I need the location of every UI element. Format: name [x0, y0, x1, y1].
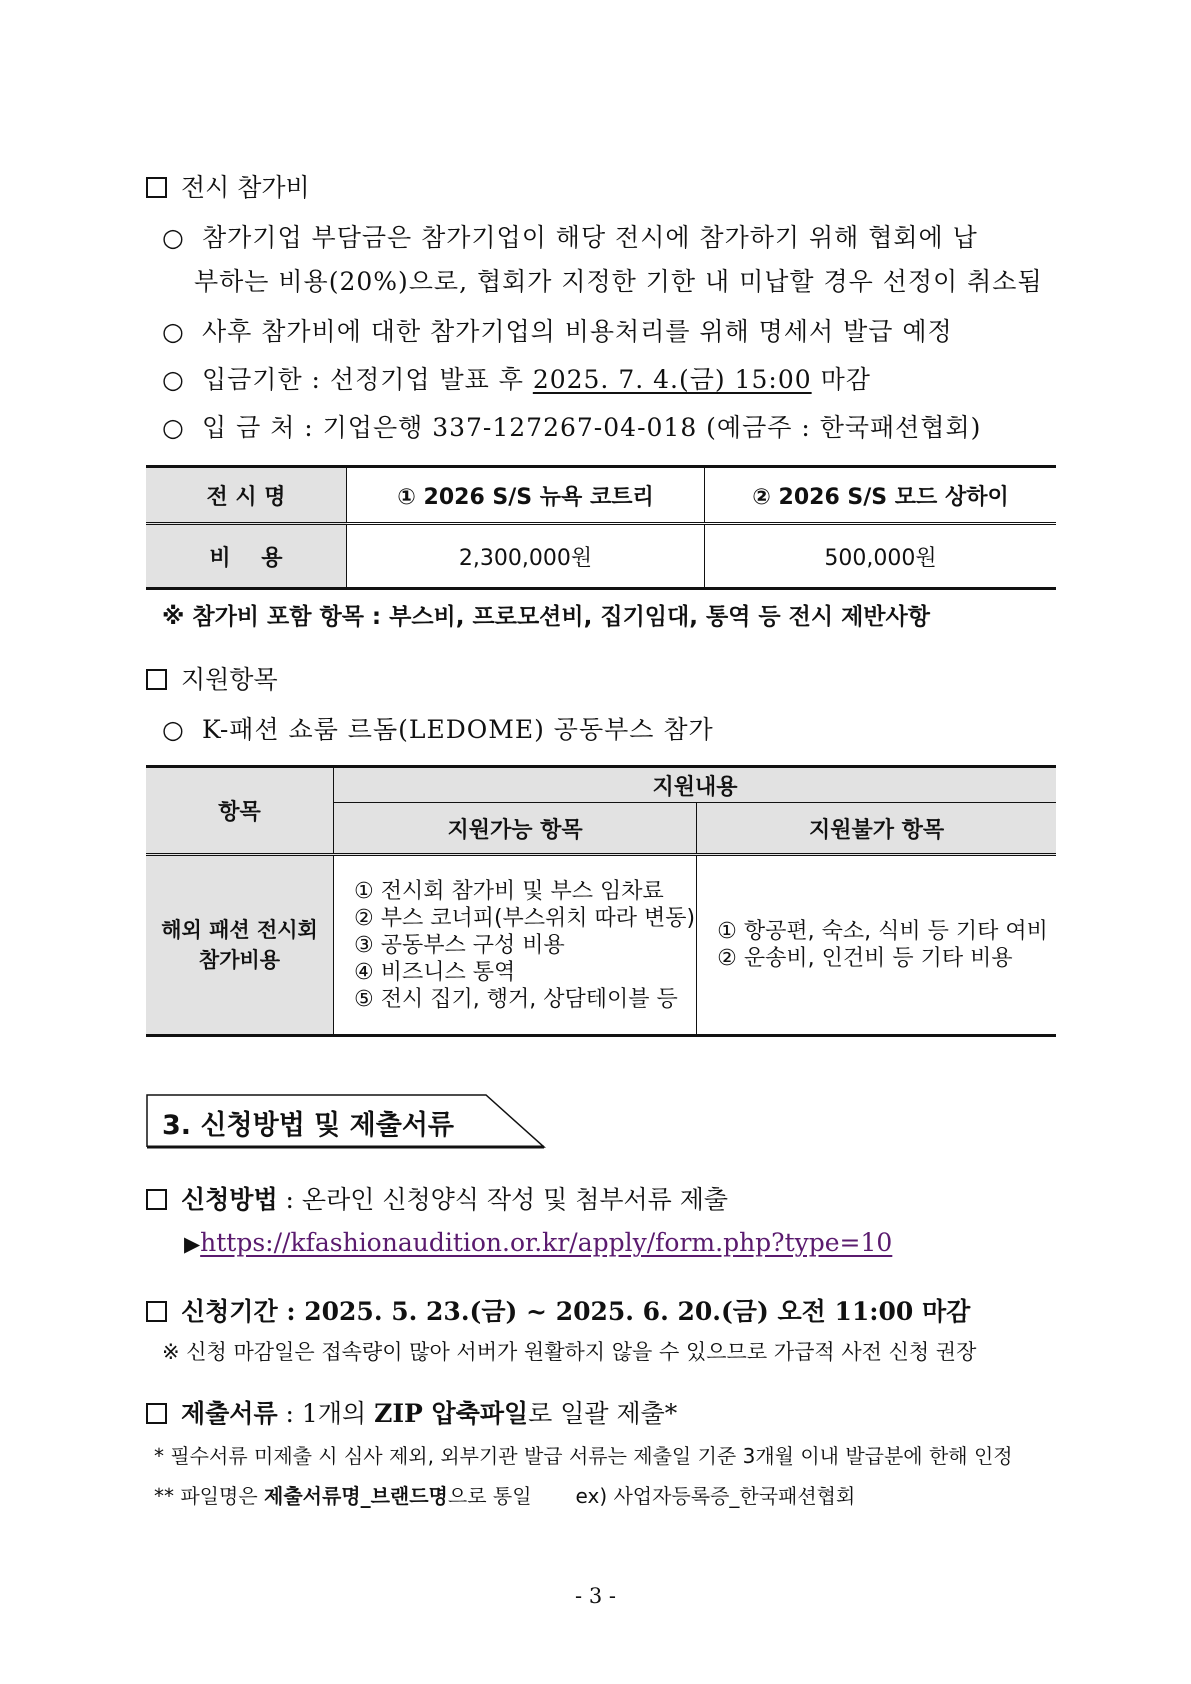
arrow-right-icon: ▶ — [184, 1232, 201, 1256]
bullet-circle-icon: ○ — [162, 715, 185, 744]
submit-docs-note-1: * 필수서류 미제출 시 심사 제외, 외부기관 발급 서류는 제출일 기준 3개월 이내 발급분에 한해 인정 — [154, 1444, 1013, 1468]
fee-bullet-4: ○ 입 금 처 : 기업은행 337-127267-04-018 (예금주 : 한국패션협회) — [162, 413, 982, 442]
list-item: ② 부스 코너피(부스위치 따라 변동) — [354, 905, 696, 931]
submit-docs-note-2: ** 파일명은 제출서류명_브랜드명으로 통일 ex) 사업자등록증_한국패션협회 — [154, 1484, 856, 1508]
fee-bullet-1-cont: 부하는 비용(20%)으로, 협회가 지정한 기한 내 미납할 경우 선정이 취소됨 — [194, 267, 1043, 296]
bullet-circle-icon: ○ — [162, 365, 185, 394]
support-item-cell: 해외 패션 전시회 참가비용 — [146, 855, 334, 1036]
checkbox-square-icon — [146, 1189, 167, 1210]
fee-bullet-3: ○ 입금기한 : 선정기업 발표 후 2025. 7. 4.(금) 15:00 마감 — [162, 365, 871, 394]
fee-table-row — [146, 524, 1056, 589]
apply-method-line: 신청방법 : 온라인 신청양식 작성 및 첨부서류 제출 — [146, 1180, 728, 1216]
support-table-header-item: 항목 — [146, 767, 334, 855]
support-table-header-row — [146, 767, 1056, 803]
support-table — [146, 765, 1056, 1037]
support-impossible-list — [697, 855, 1056, 1036]
checkbox-square-icon — [146, 1301, 167, 1322]
apply-period-line: 신청기간 : 2025. 5. 23.(금) ~ 2025. 6. 20.(금) 오전 11:00 마감 — [146, 1292, 970, 1328]
apply-link-line — [184, 1228, 892, 1257]
section3-title: 3. 신청방법 및 제출서류 — [162, 1110, 454, 1141]
checkbox-square-icon — [146, 177, 167, 198]
fee-table — [146, 465, 1056, 590]
fee-table-header: ① 2026 S/S 뉴욕 코트리 — [347, 467, 705, 524]
fee-table-header-row — [146, 467, 1056, 524]
section-heading-support: 지원항목 — [146, 660, 278, 696]
list-item: ① 항공편, 숙소, 식비 등 기타 여비 — [717, 919, 1048, 944]
section3-title-box — [146, 1093, 546, 1149]
support-table-header-impossible: 지원불가 항목 — [697, 803, 1056, 855]
bullet-circle-icon: ○ — [162, 413, 185, 442]
list-item: ② 운송비, 인건비 등 기타 비용 — [717, 946, 1013, 971]
fee-bullet-1: ○ 참가기업 부담금은 참가기업이 해당 전시에 참가하기 위해 협회에 납 — [162, 223, 978, 252]
list-item: ① 전시회 참가비 및 부스 임차료 — [354, 878, 664, 904]
fee-bullet-2: ○ 사후 참가비에 대한 참가기업의 비용처리를 위해 명세서 발급 예정 — [162, 317, 953, 346]
support-table-header-content: 지원내용 — [334, 767, 1057, 803]
support-bullet: ○ K-패션 쇼룸 르돔(LEDOME) 공동부스 참가 — [162, 715, 714, 744]
list-item: ⑤ 전시 집기, 행거, 상담테이블 등 — [354, 986, 678, 1012]
support-table-header-possible: 지원가능 항목 — [334, 803, 697, 855]
apply-form-link[interactable]: https://kfashionaudition.or.kr/apply/form.php?type=10 — [200, 1228, 893, 1257]
submit-docs-line: 제출서류 : 1개의 ZIP 압축파일로 일괄 제출* — [146, 1394, 677, 1430]
fee-table-header: 전 시 명 — [146, 467, 347, 524]
support-possible-list — [334, 855, 697, 1036]
list-item: ④ 비즈니스 통역 — [354, 959, 516, 985]
bullet-circle-icon: ○ — [162, 317, 185, 346]
fee-table-cell: 500,000원 — [705, 524, 1057, 589]
apply-period-note: ※ 신청 마감일은 접속량이 많아 서버가 원활하지 않을 수 있으므로 가급적 사전 신청 권장 — [162, 1340, 977, 1364]
page-number: - 3 - — [575, 1584, 616, 1608]
section-heading-fee: 전시 참가비 — [146, 168, 310, 204]
list-item: ③ 공동부스 구성 비용 — [354, 932, 565, 958]
fee-table-header: ② 2026 S/S 모드 상하이 — [705, 467, 1057, 524]
support-table-row — [146, 855, 1056, 1036]
deposit-deadline: 2025. 7. 4.(금) 15:00 — [532, 365, 812, 394]
checkbox-square-icon — [146, 669, 167, 690]
bullet-circle-icon: ○ — [162, 223, 185, 252]
fee-table-cell: 2,300,000원 — [347, 524, 705, 589]
checkbox-square-icon — [146, 1403, 167, 1424]
fee-note: ※ 참가비 포함 항목 : 부스비, 프로모션비, 집기임대, 통역 등 전시 제반사항 — [162, 604, 930, 630]
fee-table-cell: 비 용 — [146, 524, 347, 589]
